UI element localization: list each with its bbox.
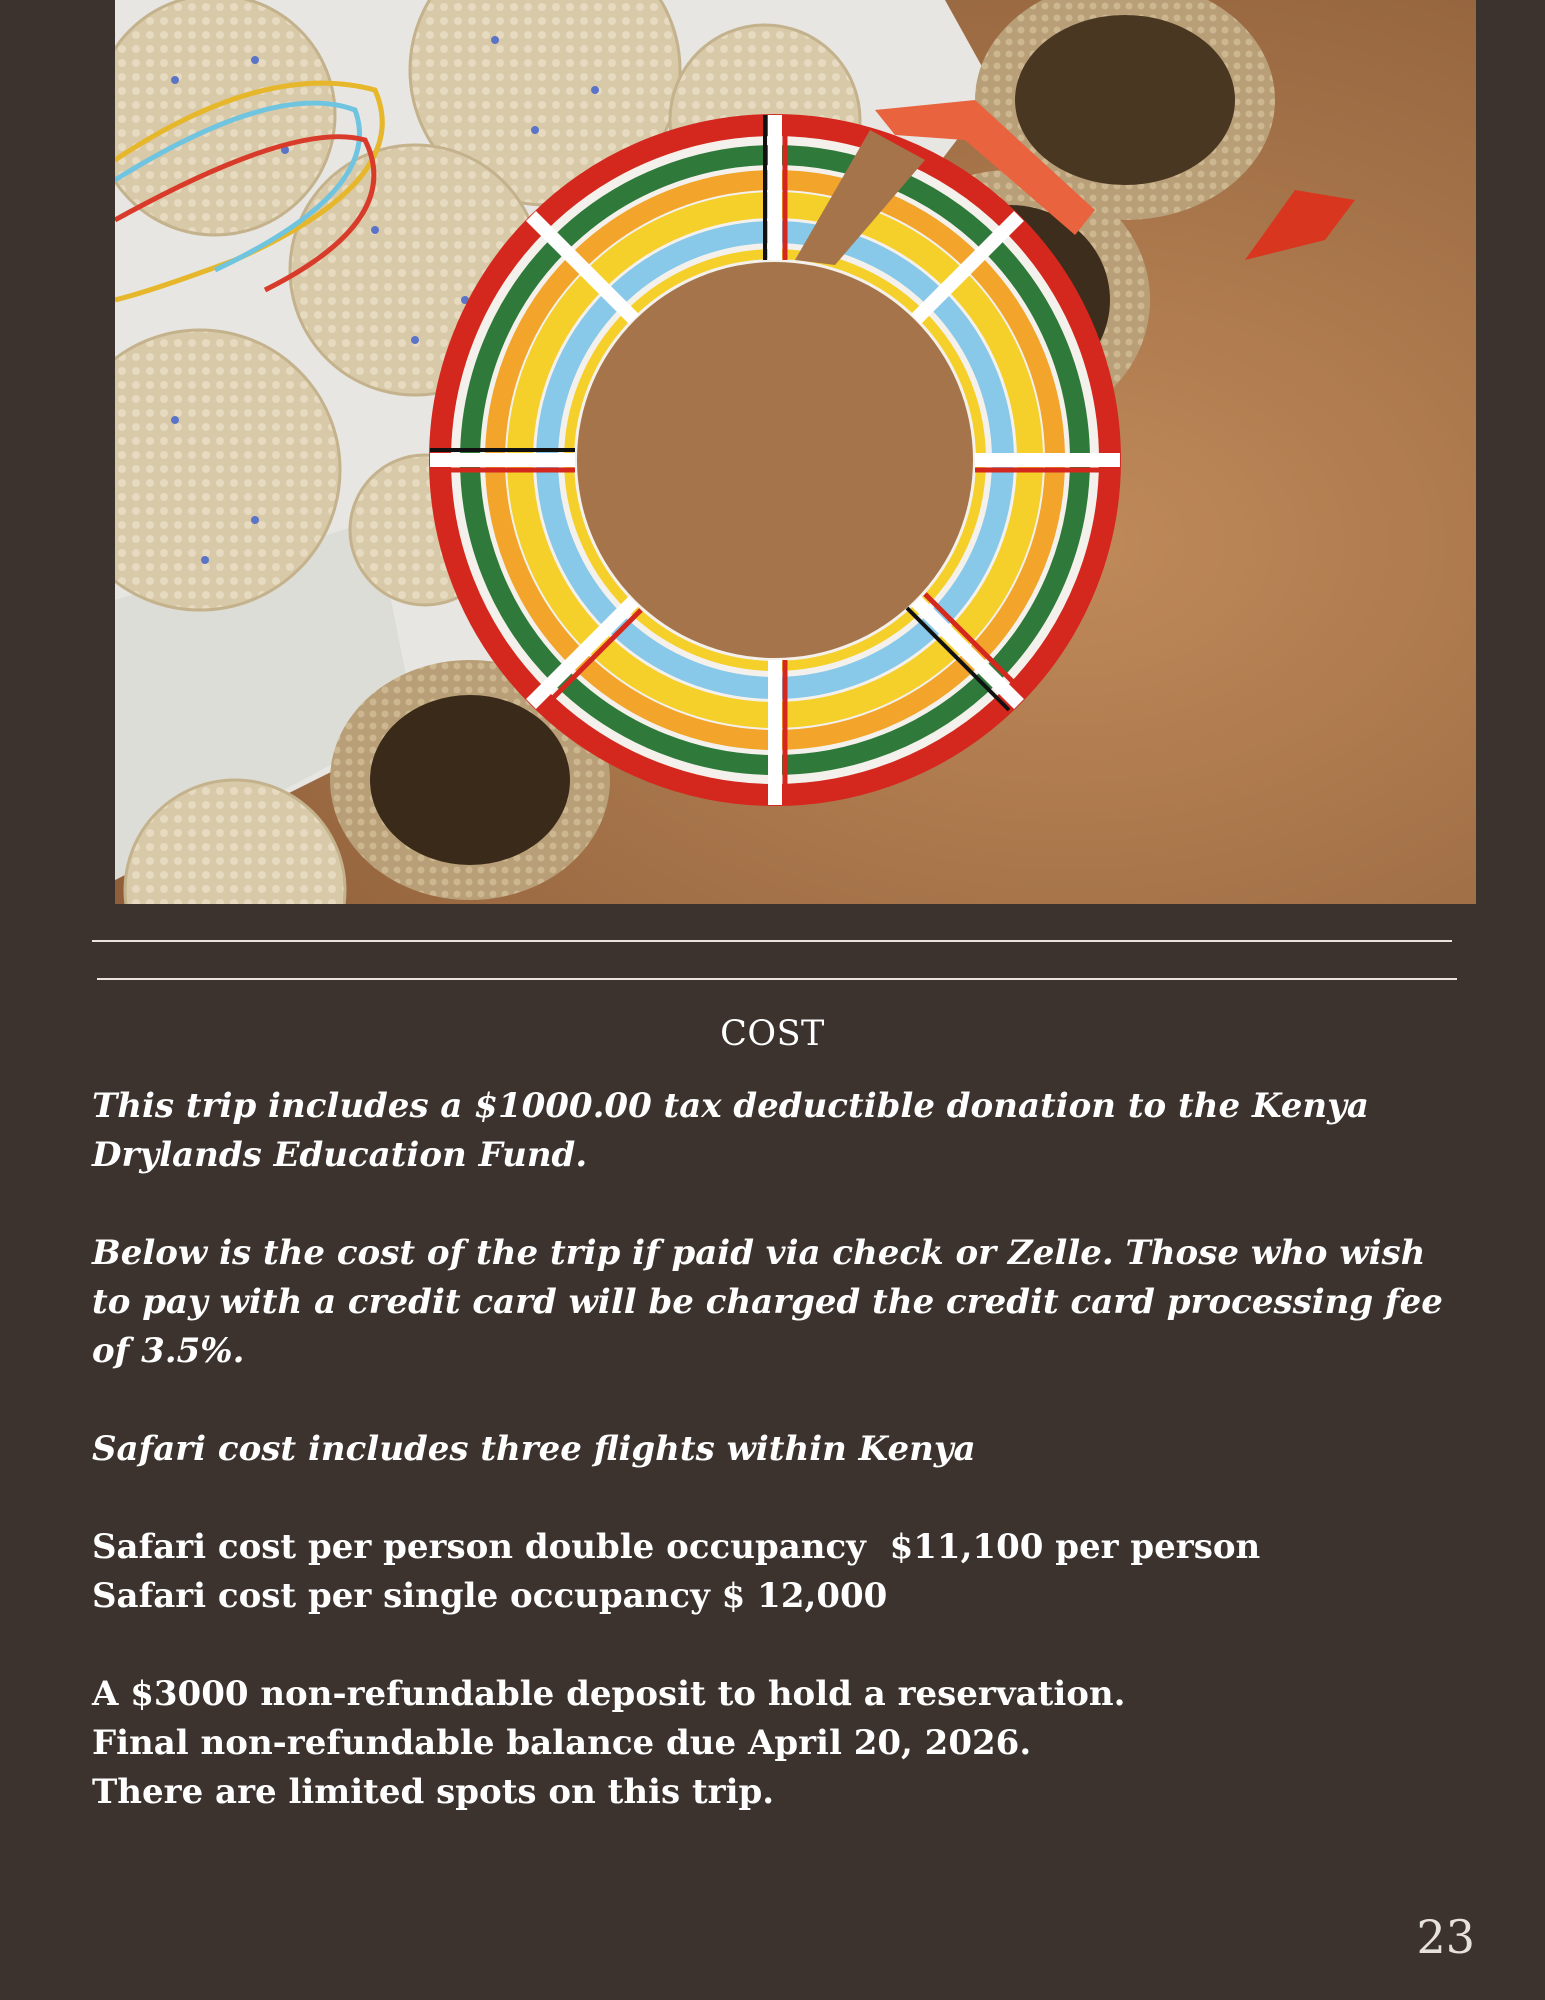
double-occupancy-line: Safari cost per person double occupancy $11,100 per person [92, 1527, 1261, 1567]
cost-details [92, 1082, 1472, 1817]
divider-top [92, 940, 1452, 942]
deposit-line: A $3000 non-refundable deposit to hold a reservation. [92, 1674, 1126, 1714]
page-number: 23 [1416, 1910, 1475, 1964]
single-occupancy-line: Safari cost per single occupancy $ 12,000 [92, 1576, 888, 1616]
section-heading: COST [720, 1014, 825, 1054]
flights-paragraph: Safari cost includes three flights within Kenya [92, 1429, 976, 1469]
divider-bottom [97, 978, 1457, 980]
beaded-collar-photo [115, 0, 1476, 904]
balance-line: Final non-refundable balance due April 20, 2026. [92, 1723, 1032, 1763]
donation-paragraph: This trip includes a $1000.00 tax deductible donation to the Kenya Drylands Education Fund. [92, 1086, 1369, 1175]
limited-spots-line: There are limited spots on this trip. [92, 1772, 775, 1812]
payment-paragraph: Below is the cost of the trip if paid via check or Zelle. Those who wish to pay with a credit card will be charged the credit card processing fee of 3.5%. [92, 1233, 1443, 1371]
